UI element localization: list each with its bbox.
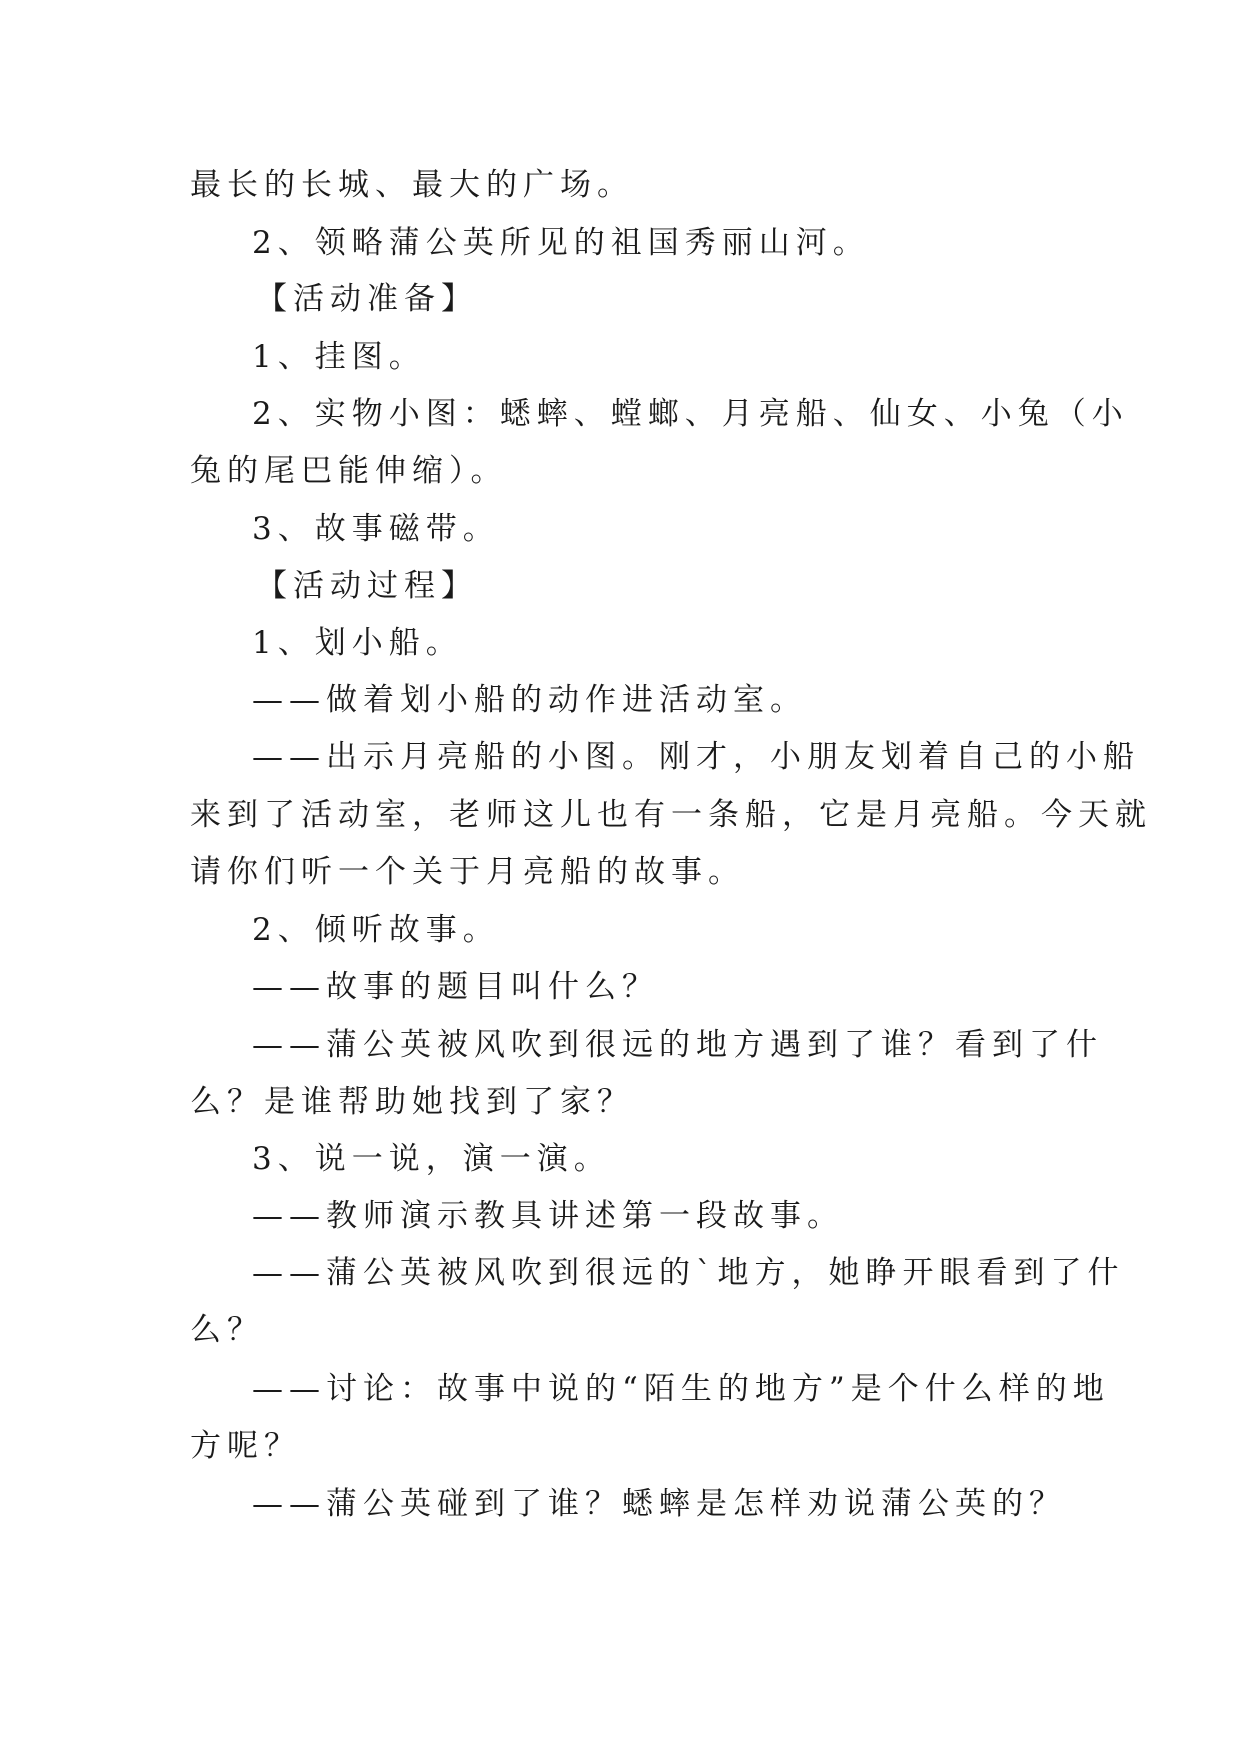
process-step-1: 1、划小船。 <box>252 625 463 661</box>
objective-item-2: 2、领略蒲公英所见的祖国秀丽山河。 <box>252 225 870 261</box>
text-line: 方呢？ <box>190 1428 301 1464</box>
text-line: ——做着划小船的动作进活动室。 <box>252 682 807 718</box>
text-line: ——出示月亮船的小图。刚才，小朋友划着自己的小船 <box>252 739 1140 775</box>
text-line: ——蒲公英被风吹到很远的`地方，她睁开眼看到了什 <box>252 1255 1125 1291</box>
text-line: 最长的长城、最大的广场。 <box>190 167 634 203</box>
preparation-item-1: 1、挂图。 <box>252 339 426 375</box>
text-line: 兔的尾巴能伸缩）。 <box>190 453 508 489</box>
text-line: 么？是谁帮助她找到了家？ <box>190 1084 634 1120</box>
process-step-2: 2、倾听故事。 <box>252 912 500 948</box>
text-line: ——蒲公英碰到了谁？蟋蟀是怎样劝说蒲公英的？ <box>252 1486 1066 1522</box>
preparation-item-3: 3、故事磁带。 <box>252 511 500 547</box>
text-line: 请你们听一个关于月亮船的故事。 <box>190 854 745 890</box>
text-line: ——讨论：故事中说的“陌生的地方”是个什么样的地 <box>252 1371 1110 1407</box>
process-step-3: 3、说一说，演一演。 <box>252 1141 611 1177</box>
section-heading-preparation: 【活动准备】 <box>256 281 478 317</box>
text-line: ——蒲公英被风吹到很远的地方遇到了谁？看到了什 <box>252 1027 1103 1063</box>
text-line: ——教师演示教具讲述第一段故事。 <box>252 1198 844 1234</box>
text-line: ——故事的题目叫什么？ <box>252 969 659 1005</box>
preparation-item-2: 2、实物小图：蟋蟀、螳螂、月亮船、仙女、小兔（小 <box>252 396 1129 432</box>
section-heading-process: 【活动过程】 <box>256 568 478 604</box>
text-line: 来到了活动室，老师这儿也有一条船，它是月亮船。今天就 <box>190 797 1152 833</box>
text-line: 么？ <box>190 1312 264 1348</box>
